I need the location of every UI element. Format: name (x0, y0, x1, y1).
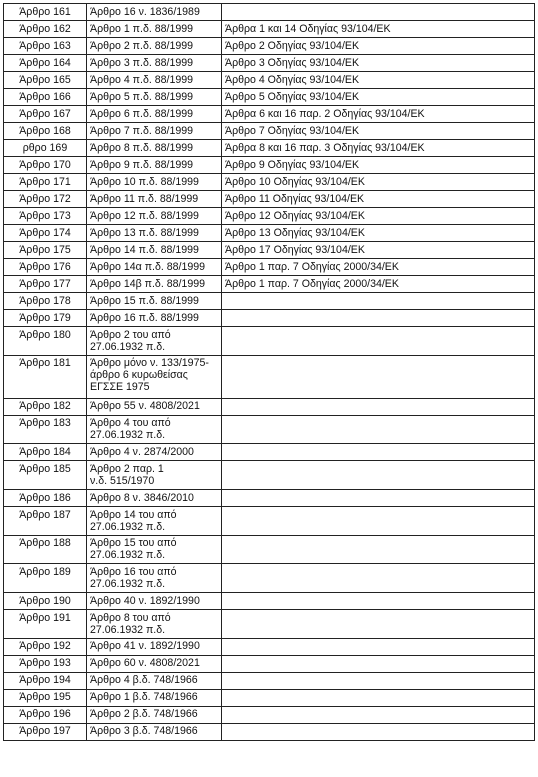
source-provision-text: Άρθρο 2 β.δ. 748/1966 (90, 708, 198, 721)
directive-text: Άρθρο 9 Οδηγίας 93/104/ΕΚ (225, 158, 360, 171)
source-provision-text: Άρθρο 4 του από 27.06.1932 π.δ. (90, 417, 171, 442)
table-body (4, 4, 535, 741)
article-cell (4, 444, 87, 461)
source-provision-cell (87, 38, 222, 55)
article-cell (4, 610, 87, 639)
article-cell (4, 208, 87, 225)
table-row (4, 242, 535, 259)
source-provision-cell (87, 444, 222, 461)
source-provision-text: Άρθρο 2 π.δ. 88/1999 (90, 39, 194, 52)
article-cell (4, 293, 87, 310)
table-row (4, 259, 535, 276)
source-provision-cell (87, 4, 222, 21)
table-row (4, 38, 535, 55)
source-provision-cell (87, 106, 222, 123)
directive-cell (222, 89, 535, 106)
directive-cell (222, 672, 535, 689)
article-cell (4, 535, 87, 564)
directive-cell (222, 327, 535, 356)
article-text: Άρθρο 161 (19, 5, 71, 18)
source-provision-cell (87, 415, 222, 444)
directive-text: Άρθρο 12 Οδηγίας 93/104/ΕΚ (225, 209, 365, 222)
directive-cell (222, 355, 535, 398)
source-provision-text: Άρθρο 14β π.δ. 88/1999 (90, 277, 206, 290)
source-provision-cell (87, 276, 222, 293)
article-cell (4, 507, 87, 536)
article-cell (4, 461, 87, 490)
source-provision-cell (87, 140, 222, 157)
source-provision-text: Άρθρο 1 π.δ. 88/1999 (90, 22, 194, 35)
table-row (4, 689, 535, 706)
table-row (4, 123, 535, 140)
directive-cell (222, 38, 535, 55)
source-provision-text: Άρθρο 6 π.δ. 88/1999 (90, 107, 194, 120)
directive-text: Άρθρο 7 Οδηγίας 93/104/ΕΚ (225, 124, 360, 137)
table-row (4, 72, 535, 89)
directive-cell (222, 593, 535, 610)
directive-text: Άρθρο 5 Οδηγίας 93/104/ΕΚ (225, 90, 360, 103)
article-cell (4, 38, 87, 55)
source-provision-text: Άρθρο 15 του από 27.06.1932 π.δ. (90, 537, 177, 562)
table-row (4, 276, 535, 293)
table-row (4, 415, 535, 444)
article-cell (4, 638, 87, 655)
source-provision-cell (87, 564, 222, 593)
source-provision-cell (87, 655, 222, 672)
article-cell (4, 106, 87, 123)
article-cell (4, 55, 87, 72)
directive-cell (222, 191, 535, 208)
table-row (4, 225, 535, 242)
article-cell (4, 723, 87, 740)
source-provision-text: Άρθρο 10 π.δ. 88/1999 (90, 175, 199, 188)
article-cell (4, 355, 87, 398)
source-provision-cell (87, 123, 222, 140)
directive-text: Άρθρο 2 Οδηγίας 93/104/ΕΚ (225, 39, 360, 52)
article-text: Άρθρο 188 (19, 537, 71, 550)
article-text: Άρθρο 170 (19, 158, 71, 171)
source-provision-cell (87, 225, 222, 242)
source-provision-cell (87, 507, 222, 536)
table-row (4, 593, 535, 610)
directive-cell (222, 106, 535, 123)
source-provision-cell (87, 638, 222, 655)
article-text: Άρθρο 183 (19, 417, 71, 430)
source-provision-text: Άρθρο 3 β.δ. 748/1966 (90, 725, 198, 738)
article-cell (4, 259, 87, 276)
directive-cell (222, 208, 535, 225)
directive-cell (222, 123, 535, 140)
source-provision-text: Άρθρο 40 ν. 1892/1990 (90, 594, 200, 607)
source-provision-cell (87, 327, 222, 356)
article-text: Άρθρο 167 (19, 107, 71, 120)
article-cell (4, 191, 87, 208)
directive-cell (222, 507, 535, 536)
article-cell (4, 72, 87, 89)
article-text: Άρθρο 179 (19, 311, 71, 324)
article-text: Άρθρο 193 (19, 657, 71, 670)
source-provision-cell (87, 490, 222, 507)
article-cell (4, 174, 87, 191)
source-provision-cell (87, 157, 222, 174)
directive-cell (222, 655, 535, 672)
article-text: Άρθρο 182 (19, 400, 71, 413)
article-cell (4, 225, 87, 242)
directive-cell (222, 444, 535, 461)
article-text: Άρθρο 176 (19, 260, 71, 273)
directive-cell (222, 4, 535, 21)
source-provision-cell (87, 723, 222, 740)
directive-cell (222, 461, 535, 490)
table-row (4, 140, 535, 157)
article-text: Άρθρο 194 (19, 674, 71, 687)
article-text: Άρθρο 192 (19, 640, 71, 653)
correlation-table (3, 3, 535, 741)
directive-cell (222, 398, 535, 415)
directive-cell (222, 535, 535, 564)
table-row (4, 191, 535, 208)
directive-text: Άρθρο 13 Οδηγίας 93/104/ΕΚ (225, 226, 365, 239)
directive-text: Άρθρο 1 παρ. 7 Οδηγίας 2000/34/ΕΚ (225, 277, 399, 290)
table-row (4, 4, 535, 21)
table-row (4, 89, 535, 106)
directive-cell (222, 21, 535, 38)
article-cell (4, 689, 87, 706)
table-row (4, 610, 535, 639)
directive-cell (222, 723, 535, 740)
source-provision-cell (87, 259, 222, 276)
table-row (4, 21, 535, 38)
directive-cell (222, 276, 535, 293)
directive-text: Άρθρο 11 Οδηγίας 93/104/ΕΚ (225, 192, 365, 205)
article-text: Άρθρο 163 (19, 39, 71, 52)
source-provision-text: Άρθρο 60 ν. 4808/2021 (90, 657, 200, 670)
article-text: ρθρο 169 (22, 141, 68, 154)
directive-cell (222, 174, 535, 191)
article-cell (4, 327, 87, 356)
article-text: Άρθρο 195 (19, 691, 71, 704)
directive-cell (222, 55, 535, 72)
source-provision-cell (87, 461, 222, 490)
article-cell (4, 706, 87, 723)
source-provision-cell (87, 689, 222, 706)
directive-text: Άρθρο 1 παρ. 7 Οδηγίας 2000/34/ΕΚ (225, 260, 399, 273)
table-row (4, 293, 535, 310)
article-cell (4, 276, 87, 293)
source-provision-cell (87, 535, 222, 564)
source-provision-cell (87, 610, 222, 639)
directive-cell (222, 706, 535, 723)
article-text: Άρθρο 173 (19, 209, 71, 222)
table-row (4, 638, 535, 655)
source-provision-cell (87, 672, 222, 689)
table-row (4, 672, 535, 689)
table-row (4, 444, 535, 461)
table-row (4, 55, 535, 72)
directive-cell (222, 72, 535, 89)
source-provision-text: Άρθρο 4 ν. 2874/2000 (90, 445, 194, 458)
source-provision-cell (87, 310, 222, 327)
source-provision-text: Άρθρο 16 π.δ. 88/1999 (90, 311, 199, 324)
source-provision-cell (87, 191, 222, 208)
directive-cell (222, 490, 535, 507)
directive-cell (222, 564, 535, 593)
table-row (4, 723, 535, 740)
article-cell (4, 242, 87, 259)
directive-cell (222, 293, 535, 310)
table-row (4, 327, 535, 356)
table-row (4, 355, 535, 398)
source-provision-cell (87, 593, 222, 610)
source-provision-text: Άρθρο 16 του από 27.06.1932 π.δ. (90, 565, 177, 590)
source-provision-text: Άρθρο 5 π.δ. 88/1999 (90, 90, 194, 103)
table-row (4, 706, 535, 723)
source-provision-cell (87, 55, 222, 72)
article-text: Άρθρο 171 (19, 175, 71, 188)
article-text: Άρθρο 164 (19, 56, 71, 69)
source-provision-cell (87, 21, 222, 38)
source-provision-cell (87, 398, 222, 415)
directive-cell (222, 242, 535, 259)
article-text: Άρθρο 180 (19, 328, 71, 341)
directive-text: Άρθρο 17 Οδηγίας 93/104/ΕΚ (225, 243, 365, 256)
source-provision-cell (87, 89, 222, 106)
source-provision-text: Άρθρο 8 ν. 3846/2010 (90, 491, 194, 504)
table-row (4, 174, 535, 191)
table-row (4, 535, 535, 564)
article-text: Άρθρο 190 (19, 594, 71, 607)
source-provision-text: Άρθρο 9 π.δ. 88/1999 (90, 158, 194, 171)
source-provision-text: Άρθρο 14α π.δ. 88/1999 (90, 260, 206, 273)
source-provision-cell (87, 208, 222, 225)
source-provision-text: Άρθρο 12 π.δ. 88/1999 (90, 209, 199, 222)
table-row (4, 564, 535, 593)
directive-cell (222, 259, 535, 276)
directive-text: Άρθρο 3 Οδηγίας 93/104/ΕΚ (225, 56, 360, 69)
table-row (4, 398, 535, 415)
table-row (4, 310, 535, 327)
article-text: Άρθρο 189 (19, 565, 71, 578)
article-cell (4, 310, 87, 327)
table-row (4, 208, 535, 225)
article-text: Άρθρο 197 (19, 725, 71, 738)
directive-cell (222, 610, 535, 639)
article-text: Άρθρο 187 (19, 508, 71, 521)
article-text: Άρθρο 166 (19, 90, 71, 103)
source-provision-text: Άρθρο 4 β.δ. 748/1966 (90, 674, 198, 687)
article-text: Άρθρο 196 (19, 708, 71, 721)
article-cell (4, 672, 87, 689)
source-provision-cell (87, 174, 222, 191)
table-row (4, 655, 535, 672)
article-cell (4, 564, 87, 593)
article-text: Άρθρο 162 (19, 22, 71, 35)
directive-cell (222, 140, 535, 157)
source-provision-text: Άρθρο 7 π.δ. 88/1999 (90, 124, 194, 137)
source-provision-cell (87, 72, 222, 89)
source-provision-cell (87, 293, 222, 310)
source-provision-text: Άρθρο 2 παρ. 1 ν.δ. 515/1970 (90, 462, 164, 487)
table-row (4, 106, 535, 123)
source-provision-text: Άρθρο 14 π.δ. 88/1999 (90, 243, 199, 256)
directive-text: Άρθρα 1 και 14 Οδηγίας 93/104/ΕΚ (225, 22, 391, 35)
article-text: Άρθρο 177 (19, 277, 71, 290)
directive-cell (222, 689, 535, 706)
article-text: Άρθρο 168 (19, 124, 71, 137)
directive-cell (222, 638, 535, 655)
article-text: Άρθρο 174 (19, 226, 71, 239)
article-cell (4, 4, 87, 21)
article-cell (4, 415, 87, 444)
article-text: Άρθρο 181 (19, 357, 71, 370)
source-provision-text: Άρθρο 11 π.δ. 88/1999 (90, 192, 199, 205)
source-provision-text: Άρθρο μόνο ν. 133/1975- άρθρο 6 κυρωθείσας ΕΓΣΣΕ 1975 (90, 357, 209, 394)
directive-cell (222, 225, 535, 242)
article-text: Άρθρο 165 (19, 73, 71, 86)
article-cell (4, 89, 87, 106)
source-provision-cell (87, 706, 222, 723)
article-text: Άρθρο 191 (19, 611, 71, 624)
source-provision-cell (87, 355, 222, 398)
source-provision-text: Άρθρο 16 ν. 1836/1989 (90, 5, 200, 18)
article-cell (4, 398, 87, 415)
directive-text: Άρθρο 10 Οδηγίας 93/104/ΕΚ (225, 175, 365, 188)
source-provision-text: Άρθρο 4 π.δ. 88/1999 (90, 73, 194, 86)
article-text: Άρθρο 175 (19, 243, 71, 256)
article-cell (4, 123, 87, 140)
directive-cell (222, 415, 535, 444)
directive-text: Άρθρα 6 και 16 παρ. 2 Οδηγίας 93/104/ΕΚ (225, 107, 425, 120)
source-provision-text: Άρθρο 8 του από 27.06.1932 π.δ. (90, 611, 171, 636)
article-text: Άρθρο 172 (19, 192, 71, 205)
article-cell (4, 140, 87, 157)
directive-cell (222, 157, 535, 174)
article-text: Άρθρο 178 (19, 294, 71, 307)
source-provision-text: Άρθρο 2 του από 27.06.1932 π.δ. (90, 328, 171, 353)
table-row (4, 507, 535, 536)
table-row (4, 490, 535, 507)
article-cell (4, 655, 87, 672)
table-row (4, 461, 535, 490)
directive-text: Άρθρα 8 και 16 παρ. 3 Οδηγίας 93/104/ΕΚ (225, 141, 425, 154)
source-provision-text: Άρθρο 3 π.δ. 88/1999 (90, 56, 194, 69)
source-provision-text: Άρθρο 13 π.δ. 88/1999 (90, 226, 199, 239)
source-provision-cell (87, 242, 222, 259)
directive-text: Άρθρο 4 Οδηγίας 93/104/ΕΚ (225, 73, 360, 86)
table-row (4, 157, 535, 174)
source-provision-text: Άρθρο 1 β.δ. 748/1966 (90, 691, 198, 704)
article-text: Άρθρο 185 (19, 462, 71, 475)
source-provision-text: Άρθρο 41 ν. 1892/1990 (90, 640, 200, 653)
article-cell (4, 593, 87, 610)
directive-cell (222, 310, 535, 327)
article-cell (4, 21, 87, 38)
source-provision-text: Άρθρο 14 του από 27.06.1932 π.δ. (90, 508, 177, 533)
source-provision-text: Άρθρο 15 π.δ. 88/1999 (90, 294, 199, 307)
article-text: Άρθρο 184 (19, 445, 71, 458)
article-text: Άρθρο 186 (19, 491, 71, 504)
source-provision-text: Άρθρο 55 ν. 4808/2021 (90, 400, 200, 413)
source-provision-text: Άρθρο 8 π.δ. 88/1999 (90, 141, 194, 154)
article-cell (4, 157, 87, 174)
article-cell (4, 490, 87, 507)
